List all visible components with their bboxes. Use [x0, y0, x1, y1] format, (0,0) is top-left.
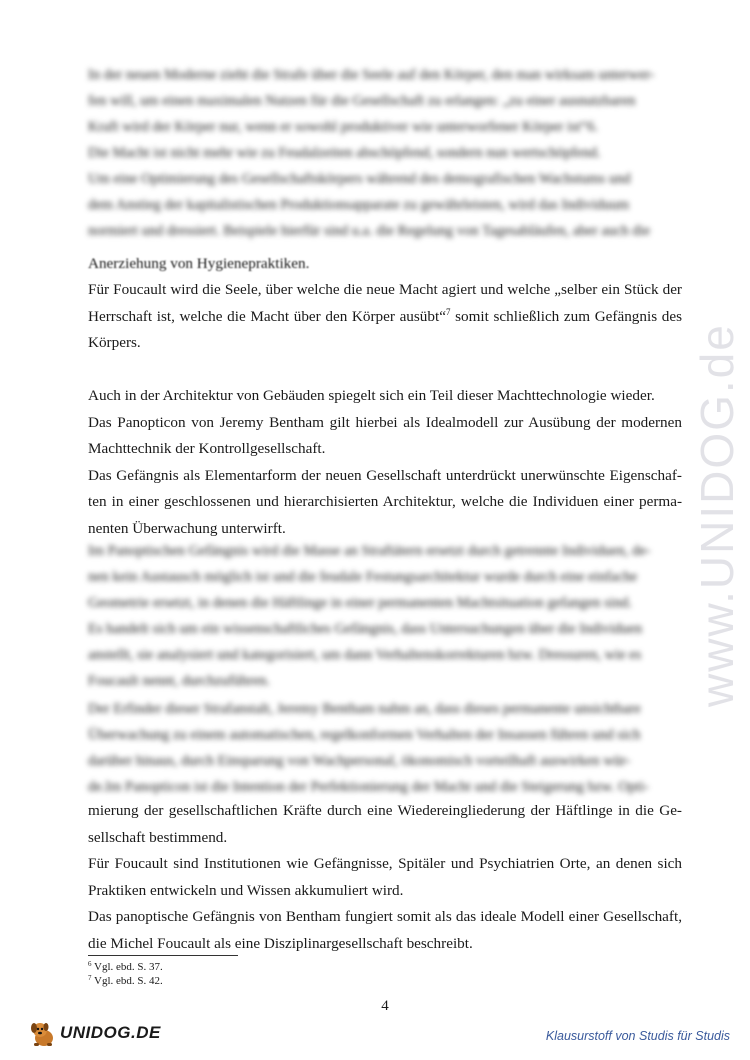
paragraph-institutionen: Für Foucault sind Institutionen wie Gefängnisse, Spitäler und Psychiatrien Orte, an denen sich Praktiken entwickeln und Wissen akkumuliert wird.: [88, 855, 682, 899]
blurred-line: nen kein Austausch möglich ist und die feudale Festungsarchitektur wurde durch eine einfache: [88, 569, 638, 585]
footnote-number: 6: [88, 960, 92, 968]
page-number: 4: [381, 998, 389, 1014]
paragraph-architektur: [88, 383, 682, 542]
blurred-line: Im Panoptischen Gefängnis wird die Masse an Straftätern ersetzt durch getrennte Individuen, de-: [88, 543, 651, 559]
blurred-line: Der Erfinder dieser Strafanstalt, Jeremy Bentham nahm an, dass dieses permanente unsichtbare: [88, 701, 641, 717]
footnote-text: Vgl. ebd. S. 37.: [91, 961, 163, 973]
blurred-line: Geometrie ersetzt, in denen die Häftlinge in einer permanenten Machtsituation gefangen sind.: [88, 595, 632, 611]
paragraph-optimierung: mierung der gesellschaftlichen Kräfte durch eine Wiedereingliederung der Häftlinge in die Ge-sellschaft bestimmend.: [88, 802, 682, 846]
footnote-ref: 7: [445, 306, 451, 317]
blurred-line: Es handelt sich um ein wissenschaftliches Gefängnis, dass Untersuchungen über die Individuen: [88, 621, 643, 637]
paragraph-text: Für Foucault wird die Seele, über welche die neue Macht agiert und welche „selber ein Stück der Herrschaft ist, welche die Macht über den Körper ausübt“: [88, 281, 682, 325]
partial-line: Anerziehung von Hygienepraktiken.: [88, 255, 310, 272]
blurred-line: Überwachung zu einem automatischen, regelkonformen Verhalten der Insassen führen und sich: [88, 727, 641, 743]
paragraph-line: Das Panopticon von Jeremy Bentham gilt hierbei als Idealmodell zur Ausübung der modernen Machttechnik der Kontrollgesellschaft.: [88, 413, 682, 457]
paragraph-text: somit schließlich zum Gefängnis des Körpers.: [88, 307, 682, 351]
paragraph-panoptisch: Das panoptische Gefängnis von Bentham fungiert somit als das ideale Modell einer Gesellschaft, die Michel Foucault als eine Disziplinargesellschaft beschreibt.: [88, 908, 682, 952]
footnote-number: 7: [88, 974, 92, 982]
unidog-logo[interactable]: [28, 1015, 168, 1051]
blurred-text-block-top: [88, 62, 682, 244]
blurred-line: In der neuen Moderne zieht die Strafe über die Seele auf den Körper, den man wirksam unterwer-: [88, 67, 655, 83]
blurred-line: normiert und dressiert. Beispiele hierfür sind u.a. die Regelung von Tagesabläufen, aber auch die: [88, 223, 651, 239]
paragraph-line: Auch in der Architektur von Gebäuden spiegelt sich ein Teil dieser Machttechnologie wieder.: [88, 387, 655, 404]
blurred-line: Kraft wird der Körper nur, wenn er sowohl produktiver wie unterworfener Körper ist“6.: [88, 119, 598, 135]
paragraph-line: Das Gefängnis als Elementarform der neuen Gesellschaft unterdrückt unerwünschte Eigenschaf-ten in einer geschlossenen und hierarchisierten Architektur, welche die Individuen einer perma-nenten Überwachung unterwirft.: [88, 466, 682, 537]
dog-mascot-icon: [28, 1018, 58, 1048]
blurred-line: darüber hinaus, durch Einsparung von Wachpersonal, ökonomisch vorteilhaft auswirken wür-: [88, 753, 631, 769]
blurred-line: Die Macht ist nicht mehr wie zu Feudalzeiten abschöpfend, sondern nun wertschöpfend.: [88, 145, 601, 161]
blurred-line: fen will, um einen maximalen Nutzen für die Gesellschaft zu erlangen: „zu einer ausnutzbaren: [88, 93, 636, 109]
footnote-text: Vgl. ebd. S. 42.: [91, 975, 163, 987]
footnote: [88, 975, 163, 988]
footnote: [88, 961, 163, 974]
blurred-line: Um eine Optimierung des Gesellschaftskörpers während des demografischen Wachstums und: [88, 171, 631, 187]
logo-text: UNIDOG.DE: [60, 1023, 161, 1042]
blurred-text-block-middle: [88, 538, 682, 694]
paragraph-foucault-seele: [88, 277, 682, 357]
watermark: www.UNIDOG.de: [691, 323, 743, 707]
footnote-divider: [88, 955, 238, 956]
blurred-line: de.Im Panopticon ist die Intention der Perfektionierung der Macht und die Steigerung bzw. Opti-: [88, 779, 649, 795]
blurred-line: Foucault nennt, durchzuführen.: [88, 673, 271, 689]
blurred-text-block-lower: [88, 696, 682, 800]
blurred-line: anstellt, sie analysiert und kategorisiert, um dann Verhaltenskorrekturen bzw. Dressuren, wie es: [88, 647, 642, 663]
blurred-line: dem Anstieg der kapitalistischen Produktionsapparate zu gewährleisten, wird das Individuum: [88, 197, 630, 213]
tagline: Klausurstoff von Studis für Studis: [545, 1029, 730, 1043]
